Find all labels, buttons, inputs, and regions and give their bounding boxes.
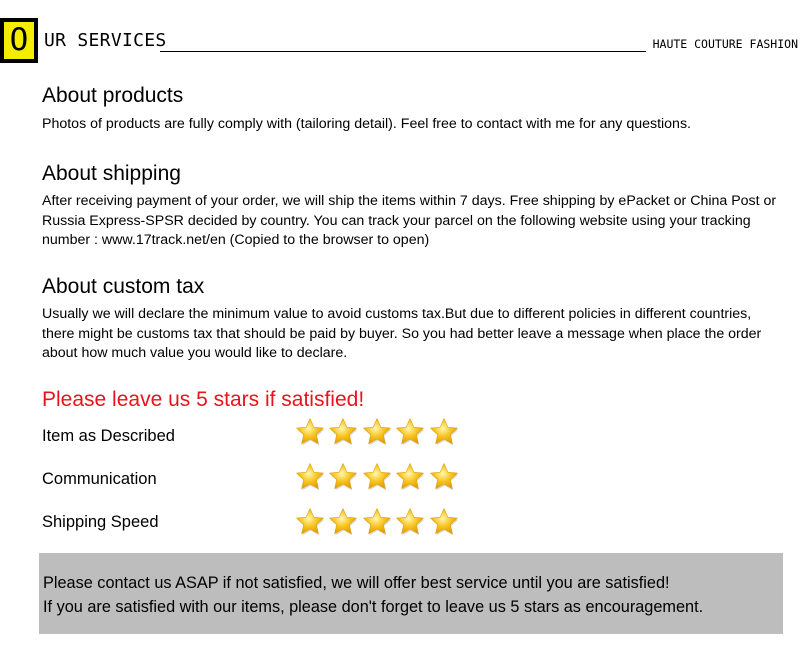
- star-icon: [428, 416, 460, 448]
- section-heading-shipping: About shipping: [42, 162, 181, 185]
- header-subtitle: HAUTE COUTURE FASHION: [652, 37, 798, 51]
- header-divider: [160, 51, 646, 52]
- star-icon: [327, 416, 359, 448]
- star-icon: [394, 506, 426, 538]
- notice-line-2: If you are satisfied with our items, please don't forget to leave us 5 stars as encouragement.: [43, 598, 704, 616]
- star-icon: [361, 506, 393, 538]
- star-icon: [428, 461, 460, 493]
- star-icon: [361, 461, 393, 493]
- rating-label-communication: Communication: [42, 470, 157, 488]
- star-rating-item-described: [294, 416, 461, 448]
- star-icon: [294, 416, 326, 448]
- star-rating-shipping-speed: [294, 506, 461, 538]
- star-icon: [294, 461, 326, 493]
- header-title: UR SERVICES: [44, 30, 167, 51]
- section-body-custom-tax: Usually we will declare the minimum value to avoid customs tax.But due to different policies in different countries, there might be customs tax that should be paid by buyer. So you had better leave a message when place the order about how much value you would like to declare.: [42, 306, 762, 361]
- star-icon: [327, 461, 359, 493]
- star-icon: [361, 416, 393, 448]
- notice-box: [39, 553, 783, 634]
- star-icon: [294, 506, 326, 538]
- header-badge-letter: O: [4, 22, 34, 59]
- star-icon: [394, 461, 426, 493]
- section-body-products: Photos of products are fully comply with (tailoring detail). Feel free to contact with me for any questions.: [42, 116, 691, 132]
- star-icon: [428, 506, 460, 538]
- star-icon: [394, 416, 426, 448]
- promo-text: Please leave us 5 stars if satisfied!: [42, 388, 365, 411]
- section-heading-custom-tax: About custom tax: [42, 275, 205, 298]
- rating-label-item-described: Item as Described: [42, 427, 175, 445]
- section-heading-products: About products: [42, 84, 184, 107]
- star-icon: [327, 506, 359, 538]
- section-body-shipping: After receiving payment of your order, we will ship the items within 7 days. Free shipping by ePacket or China Post or Russia Express-SPSR decided by country. You can track your parcel on the following website using your tracking number : www.17track.net/en (Copied to the browser to open): [42, 193, 777, 248]
- notice-line-1: Please contact us ASAP if not satisfied, we will offer best service until you are satisfied!: [43, 574, 670, 592]
- rating-label-shipping-speed: Shipping Speed: [42, 513, 159, 531]
- header-badge: [0, 18, 38, 63]
- services-header: [0, 18, 800, 63]
- star-rating-communication: [294, 461, 461, 493]
